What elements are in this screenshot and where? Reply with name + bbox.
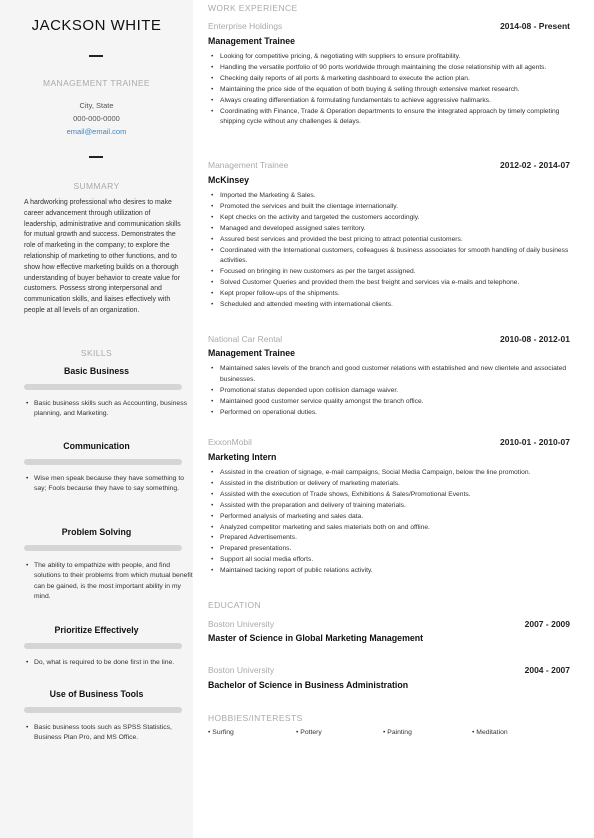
- edu-dates: 2004 - 2007: [524, 665, 570, 675]
- bullet: • Coordinated with the International customers, colleagues & business associates for smooth handling of daily business activities.: [220, 246, 575, 268]
- job-dates: 2010-01 - 2010-07: [500, 437, 570, 447]
- bullet: • Maintained good customer service quality amongst the branch office.: [220, 397, 575, 408]
- skill-bar: [24, 545, 182, 551]
- hobby-item: • Pottery: [296, 729, 322, 736]
- skill-desc: • Basic business skills such as Accounting, business planning, and Marketing.: [34, 399, 194, 420]
- job-bullets: [208, 364, 575, 419]
- hobbies-heading: HOBBIES/INTERESTS: [208, 713, 303, 723]
- summary-text: A hardworking professional who desires to make career advancement through utilization of leadership, administrative and communication skills for mutual growth and success. Demonstrates the role of marketing in the company; to explore the relationship of marketing to other functions, and to show how effective marketing builds on a thorough understanding of buyer behavior to create value for customers. Possess strong interpersonal and communication skills, and liaises effectively with people at all levels of an organization.: [24, 199, 181, 314]
- skill-name: Basic Business: [63, 366, 130, 376]
- bullet: • Assisted in the creation of signage, e-mail campaigns, Social Media Campaign, below the line promotion.: [220, 468, 575, 479]
- bullet: • Always creating differentiation & formulating fundamentals to achieve aggressive hallmarks.: [220, 96, 575, 107]
- hobby-item: • Surfing: [208, 729, 234, 736]
- hobby-item: • Meditation: [472, 729, 508, 736]
- bullet: • Prepared presentations.: [220, 544, 575, 555]
- bullet: • Assured best services and provided the best pricing to attract potential customers.: [220, 235, 575, 246]
- degree: Bachelor of Science in Business Administration: [208, 680, 409, 690]
- skill-name: Prioritize Effectively: [54, 625, 139, 635]
- degree: Master of Science in Global Marketing Management: [208, 633, 424, 643]
- company: Enterprise Holdings: [208, 21, 283, 31]
- bullet: • Coordinating with Finance, Trade & Operation departments to ensure the integrated approach by timely completing shipping cycle without any challenges & delays.: [220, 107, 575, 129]
- job-bullets: [208, 468, 575, 577]
- bullet: • Maintained sales levels of the branch and good customer relations with established and new clientele and associated businesses.: [220, 364, 575, 386]
- skill-desc-list: [24, 658, 194, 668]
- bullet: • Performed analysis of marketing and sales data.: [220, 512, 575, 523]
- skill-desc: • The ability to empathize with people, and find solutions to their problems from which mutual benefit can be gained, is the most important ability in my mind.: [34, 561, 194, 603]
- divider: [89, 55, 103, 57]
- skill-desc: • Wise men speak because they have something to say; Fools because they have to say something.: [34, 474, 194, 495]
- job-dates: 2010-08 - 2012-01: [500, 334, 570, 344]
- bullet: • Support all social media efforts.: [220, 555, 575, 566]
- company: Management Trainee: [208, 160, 289, 170]
- skills-heading: SKILLS: [80, 348, 113, 358]
- job-role: Marketing Intern: [208, 452, 277, 462]
- bullet: • Assisted with the preparation and delivery of training materials.: [220, 501, 575, 512]
- skill-name: Communication: [63, 441, 130, 451]
- location: City, State: [79, 101, 114, 110]
- job-dates: 2012-02 - 2014-07: [500, 160, 570, 170]
- candidate-title: MANAGEMENT TRAINEE: [42, 78, 150, 88]
- skill-desc-list: [24, 399, 194, 420]
- education-heading: EDUCATION: [208, 600, 262, 610]
- email-link[interactable]: email@email.com: [66, 127, 127, 136]
- work-experience-heading: WORK EXPERIENCE: [208, 3, 298, 13]
- bullet: • Checking daily reports of all ports & marketing dashboard to execute the action plan.: [220, 74, 575, 85]
- bullet: • Kept checks on the activity and targeted the customers accordingly.: [220, 213, 575, 224]
- edu-dates: 2007 - 2009: [524, 619, 570, 629]
- skill-name: Problem Solving: [61, 527, 132, 537]
- bullet: • Assisted in the distribution or delivery of marketing materials.: [220, 479, 575, 490]
- job-bullets: [208, 52, 575, 128]
- bullet: • Maintaining the price side of the equation of both buying & selling through extensive market research.: [220, 85, 575, 96]
- bullet: • Assisted with the execution of Trade shows, Exhibitions & Sales/Promotional Events.: [220, 490, 575, 501]
- bullet: • Maintained tacking report of public relations activity.: [220, 566, 575, 577]
- job-bullets: [208, 191, 575, 311]
- skill-bar: [24, 459, 182, 465]
- candidate-name: JACKSON WHITE: [31, 17, 162, 34]
- skill-desc-list: [24, 474, 194, 495]
- bullet: • Focused on bringing in new customers as per the target assigned.: [220, 267, 575, 278]
- skill-desc: • Basic business tools such as SPSS Statistics, Business Plan Pro, and MS Office.: [34, 723, 194, 744]
- phone: 000-000-0000: [73, 114, 120, 123]
- company: ExxonMobil: [208, 437, 252, 447]
- divider: [89, 156, 103, 158]
- bullet: • Scheduled and attended meeting with international clients.: [220, 300, 575, 311]
- bullet: • Looking for competitive pricing, & negotiating with suppliers to ensure profitability.: [220, 52, 575, 63]
- company: National Car Rental: [208, 334, 283, 344]
- skill-bar: [24, 707, 182, 713]
- bullet: • Performed on operational duties.: [220, 408, 575, 419]
- skill-bar: [24, 643, 182, 649]
- bullet: • Handling the versatile portfolio of 90 ports worldwide through maintaining the close relationship with all agents.: [220, 63, 575, 74]
- job-role: Management Trainee: [208, 36, 296, 46]
- hobby-item: • Painting: [383, 729, 412, 736]
- school: Boston University: [208, 619, 275, 629]
- job-role: Management Trainee: [208, 348, 296, 358]
- skill-desc-list: [24, 561, 194, 603]
- school: Boston University: [208, 665, 275, 675]
- bullet: • Imported the Marketing & Sales.: [220, 191, 575, 202]
- bullet: • Managed and developed assigned sales territory.: [220, 224, 575, 235]
- bullet: • Solved Customer Queries and provided them the best freight and services via e-mails and telephone.: [220, 278, 575, 289]
- skill-bar: [24, 384, 182, 390]
- bullet: • Kept proper follow-ups of the shipments.: [220, 289, 575, 300]
- job-dates: 2014-08 - Present: [500, 21, 570, 31]
- bullet: • Promoted the services and built the clientage internationally.: [220, 202, 575, 213]
- skill-desc: • Do, what is required to be done first in the line.: [34, 658, 194, 668]
- summary-heading: SUMMARY: [73, 181, 120, 191]
- job-role: McKinsey: [208, 175, 250, 185]
- bullet: • Prepared Advertisements.: [220, 533, 575, 544]
- bullet: • Analyzed competitor marketing and sales materials both on and offline.: [220, 523, 575, 534]
- skill-desc-list: [24, 723, 194, 744]
- bullet: • Promotional status depended upon collision damage waiver.: [220, 386, 575, 397]
- skill-name: Use of Business Tools: [49, 689, 144, 699]
